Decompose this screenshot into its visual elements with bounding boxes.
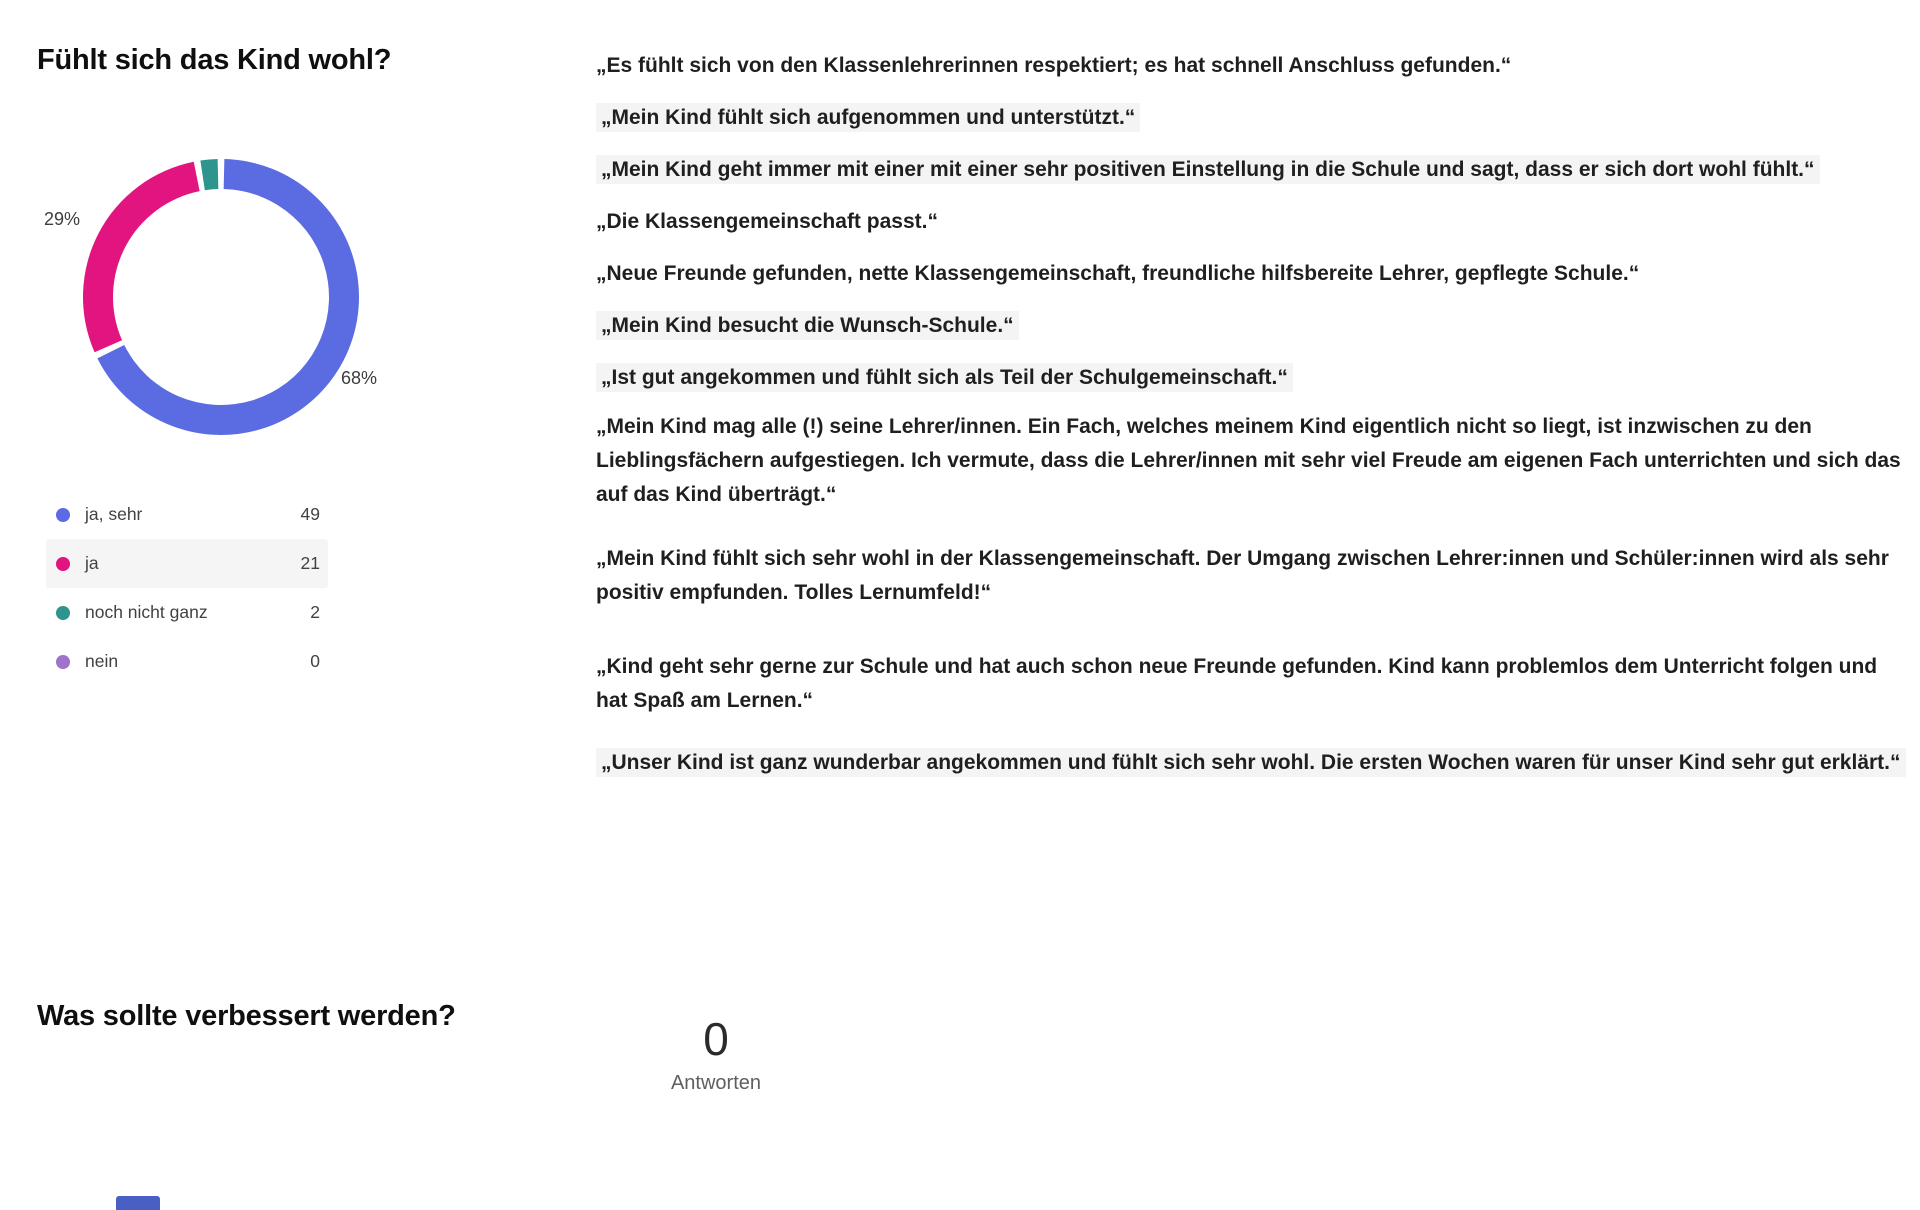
quote xyxy=(596,542,1912,610)
quote-text: „Neue Freunde gefunden, nette Klassengemeinschaft, freundliche hilfsbereite Lehrer, gepflegte Schule.“ xyxy=(596,262,1640,285)
quote-text: „Mein Kind besucht die Wunsch-Schule.“ xyxy=(596,311,1019,340)
legend-value: 2 xyxy=(310,602,320,622)
quote-text: „Mein Kind geht immer mit einer mit einer sehr positiven Einstellung in die Schule und sagt, dass er sich dort wohl fühlt.“ xyxy=(596,155,1820,184)
quote xyxy=(596,92,1912,144)
quote-text: „Es fühlt sich von den Klassenlehrerinnen respektiert; es hat schnell Anschluss gefunden.“ xyxy=(596,54,1512,77)
quote xyxy=(596,650,1912,718)
quote-text: „Die Klassengemeinschaft passt.“ xyxy=(596,210,938,233)
quote-text: „Mein Kind mag alle (!) seine Lehrer/innen. Ein Fach, welches meinem Kind eigentlich nicht so liegt, ist inzwischen zu den Lieblingsfächern aufgestiegen. Ich vermute, dass die Lehrer/innen mit sehr viel Freude am eigenen Fach unterrichten und sich das auf das Kind überträgt.“ xyxy=(596,415,1901,506)
legend-row-ja-sehr[interactable] xyxy=(46,490,328,539)
chart-legend xyxy=(46,490,328,686)
answer-count-label: Antworten xyxy=(670,1072,762,1094)
legend-label: ja, sehr xyxy=(85,504,143,524)
donut-slice-ja[interactable] xyxy=(83,162,200,353)
quote xyxy=(596,352,1912,404)
quote xyxy=(596,248,1912,300)
quote-text: „Ist gut angekommen und fühlt sich als Teil der Schulgemeinschaft.“ xyxy=(596,363,1293,392)
legend-dot-icon xyxy=(56,557,70,571)
quote-text: „Mein Kind fühlt sich aufgenommen und unterstützt.“ xyxy=(596,103,1140,132)
legend-dot-icon xyxy=(56,655,70,669)
quote xyxy=(596,746,1912,780)
free-text-answers xyxy=(596,40,1912,780)
donut-slice-noch-nicht-ganz[interactable] xyxy=(200,159,218,190)
legend-value: 21 xyxy=(300,553,320,573)
legend-value: 0 xyxy=(310,651,320,671)
quote xyxy=(596,144,1912,196)
data-label-ja: 29% xyxy=(44,209,81,229)
quote-text: „Unser Kind ist ganz wunderbar angekommen und fühlt sich sehr wohl. Die ersten Wochen waren für unser Kind sehr gut erklärt.“ xyxy=(596,748,1906,777)
legend-value: 49 xyxy=(300,504,320,524)
legend-row-noch-nicht-ganz[interactable] xyxy=(46,588,328,637)
donut-chart xyxy=(70,146,372,448)
legend-dot-icon xyxy=(56,508,70,522)
legend-row-ja[interactable] xyxy=(46,539,328,588)
quote xyxy=(596,300,1912,352)
quote xyxy=(596,410,1912,512)
question-title-improvements: Was sollte verbessert werden? xyxy=(37,1000,456,1032)
quote xyxy=(596,196,1912,248)
quote xyxy=(596,40,1912,92)
clipped-next-section-element xyxy=(116,1196,160,1210)
legend-row-nein[interactable] xyxy=(46,637,328,686)
legend-label: nein xyxy=(85,651,119,671)
quote-text: „Kind geht sehr gerne zur Schule und hat auch schon neue Freunde gefunden. Kind kann problemlos dem Unterricht folgen und hat Spaß am Lernen.“ xyxy=(596,655,1878,712)
legend-label: noch nicht ganz xyxy=(85,602,208,622)
legend-dot-icon xyxy=(56,606,70,620)
question-title-wellbeing: Fühlt sich das Kind wohl? xyxy=(37,44,392,76)
answer-count: 0 xyxy=(703,1013,729,1065)
data-label-ja-sehr: 68% xyxy=(341,368,378,388)
legend-label: ja xyxy=(85,553,99,573)
quote-text: „Mein Kind fühlt sich sehr wohl in der Klassengemeinschaft. Der Umgang zwischen Lehrer:innen und Schüler:innen wird als sehr positiv empfunden. Tolles Lernumfeld!“ xyxy=(596,547,1889,604)
